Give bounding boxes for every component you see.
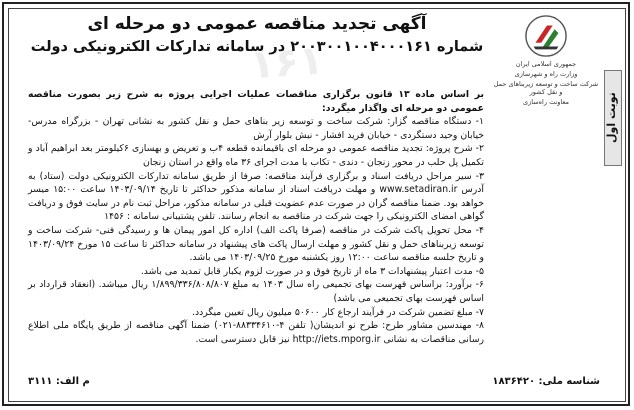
organization-logo-block (492, 14, 600, 106)
notice-item-6: ۶- برآورد: براساس فهرست بهای تجمیعی راه سال ۱۴۰۳ به مبلغ ۱/۸۹۹/۳۳۶/۸۰۸/۸۰۷ ریال میباشد. (انعقاد قرارداد بر اساس فهرست بهای تجمیعی می باشد) (28, 279, 484, 304)
notice-title-line-1: آگهی تجدید مناقصه عمومی دو مرحله ای (87, 14, 427, 34)
first-publication-label: نوبت اول (604, 70, 622, 166)
notice-intro: بر اساس ماده ۱۳ قانون برگزاری مناقصات عملیات اجرایی پروژه به شرح زیر بصورت مناقصه عمومی دو مرحله ای واگذار میگردد: (28, 89, 484, 114)
notice-item-8: ۸- مهندسین مشاور طرح: طرح نو اندیشان( تلفن ۴-۸۸۳۳۴۶۱۰-۰۲۱) ضمنا آگهی مناقصه از طریق پایگاه ملی اطلاع رسانی مناقصات به نشانی http://iets.mporg.ir نیز قابل دسترسی است. (28, 320, 485, 345)
notice-item-4: ۴- محل تحویل پاکت شرکت در مناقصه (صرفا پاکت الف) اداره کل امور پیمان ها و رسیدگی فنی- شرکت ساخت و توسعه زیربناهای حمل و نقل کشور و مهلت ارسال پاکت های پیشنهاد در سامانه حداکثر تا ساعت ۱۵ مورخ ۱۴۰۳/۰۹/۲۴ و تاریخ جلسه مناقصه ساعت ۱۲:۰۰ روز یکشنبه مورخ ۱۴۰۳/۰۹/۲۵ می باشد. (28, 224, 484, 264)
notice-item-3: ۳- سیر مراحل دریافت اسناد و برگزاری فرآیند مناقصه: صرفا از طریق سامانه تدارکات الکترونیکی دولت (ستاد) به آدرس www.setadiran.ir و مهلت دریافت اسناد از سامانه مذکور حداکثر تا تاریخ ۱۴۰۳/۰۹/۱۴ ساعت ۱۵:۰۰ میسر خواهد بود. ضمنا مناقصه گران در صورت عدم عضویت قبلی در سامانه مذکور، مراحل ثبت نام در سایت فوق و دریافت گواهی امضای الکترونیکی را جهت شرکت در مناقصه به انجام رسانند. تلفن پشتیبانی سامانه : ۱۴۵۶ (28, 170, 484, 223)
watermark-text: ۱۶۱ (248, 37, 325, 89)
notice-item-7: ۷- مبلغ تضمین شرکت در فرآیند ارجاع کار ۵۰۶۰۰ میلیون ریال تعیین میگردد. (191, 306, 484, 318)
notice-footer (28, 376, 600, 387)
notice-title-line-2: شماره ۲۰۰۳۰۰۱۰۰۴۰۰۰۱۶۱ در سامانه تدارکات الکترونیکی دولت (30, 39, 484, 55)
organization-logo-icon (523, 14, 569, 58)
publication-code: م الف: ۳۱۱۱ (28, 376, 90, 387)
org-name-line-1: جمهوری اسلامی ایران (515, 60, 577, 68)
org-name-line-2: وزارت راه و شهرسازی (514, 70, 578, 78)
notice-item-5: ۵- مدت اعتبار پیشنهادات ۳ ماه از تاریخ فوق و در صورت لزوم یکبار قابل تمدید می باشد. (140, 265, 484, 277)
notice-item-2: ۲- شرح پروژه: تجدید مناقصه عمومی دو مرحله ای باقیمانده قطعه ۴ب و تعریض و بهسازی ۶کیلومتر بعد ابراهیم آباد و تکمیل پل حلب در محور زنجان - دندی - تکاب با مدت اجرای ۳۶ ماه واقع در استان زنجان (28, 143, 484, 168)
org-name-line-4: معاونت راه‌سازی (523, 98, 569, 106)
notice-item-1: ۱- دستگاه مناقصه گزار: شرکت ساخت و توسعه زیر بناهای حمل و نقل کشور به نشانی تهران - بزرگراه مدرس- خیابان وحید دستگردی - خیابان فرید افشار - نبش بلوار آرش (28, 116, 484, 141)
notice-body (28, 88, 484, 346)
notice-title (30, 12, 484, 58)
national-id: شناسه ملی: ۱۸۳۶۴۲۰ (492, 376, 600, 387)
org-name-line-3: شرکت ساخت و توسعه زیربناهای حمل و نقل کشور (493, 80, 599, 96)
